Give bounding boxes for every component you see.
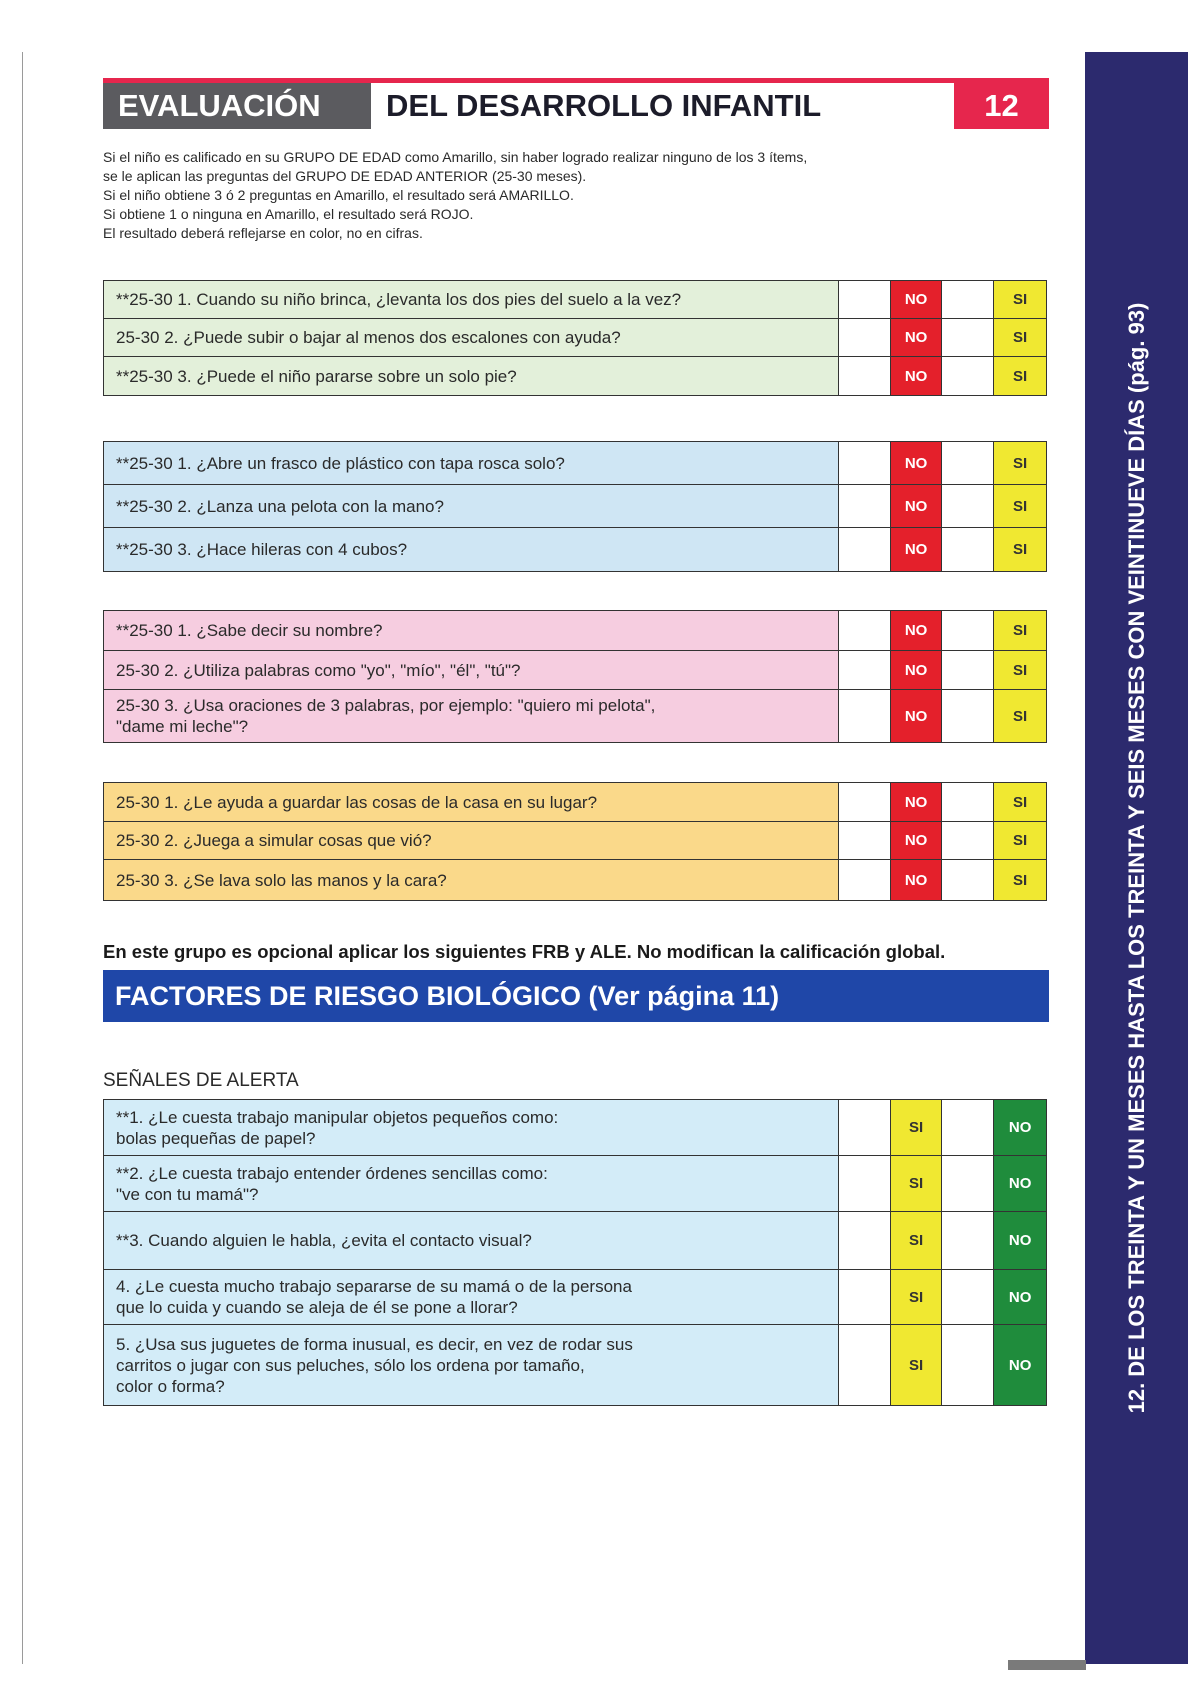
no-answer-cell[interactable]: NO [994, 1100, 1046, 1155]
blank-answer-cell[interactable] [839, 611, 891, 650]
page-header [103, 78, 1049, 129]
no-answer-cell[interactable]: NO [891, 690, 943, 742]
table-row [104, 783, 1046, 822]
blank-answer-cell[interactable] [942, 485, 994, 527]
blank-answer-cell[interactable] [942, 690, 994, 742]
question-cell: **25-30 3. ¿Hace hileras con 4 cubos? [104, 528, 839, 571]
no-answer-cell[interactable]: NO [891, 357, 943, 395]
no-answer-cell[interactable]: NO [994, 1325, 1046, 1405]
question-table-fine-motor [103, 441, 1047, 572]
blank-answer-cell[interactable] [839, 1212, 891, 1269]
no-answer-cell[interactable]: NO [891, 528, 943, 571]
question-cell: 5. ¿Usa sus juguetes de forma inusual, es decir, en vez de rodar sus carritos o jugar con sus peluches, sólo los ordena por tamaño, color o forma? [104, 1325, 839, 1405]
no-answer-cell[interactable]: NO [891, 281, 943, 318]
si-answer-cell[interactable]: SI [994, 528, 1046, 571]
question-cell: 25-30 3. ¿Se lava solo las manos y la cara? [104, 860, 839, 900]
table-row [104, 1100, 1046, 1156]
si-answer-cell[interactable]: SI [994, 651, 1046, 689]
question-table-gross-motor [103, 280, 1047, 396]
instructions-paragraph [103, 148, 1049, 243]
header-title-evaluacion: EVALUACIÓN [103, 83, 371, 129]
table-row [104, 690, 1046, 742]
si-answer-cell[interactable]: SI [994, 281, 1046, 318]
table-row [104, 1212, 1046, 1270]
blank-answer-cell[interactable] [942, 611, 994, 650]
blank-answer-cell[interactable] [839, 319, 891, 356]
blank-answer-cell[interactable] [839, 528, 891, 571]
table-row [104, 611, 1046, 651]
blank-answer-cell[interactable] [942, 783, 994, 821]
question-cell: 25-30 1. ¿Le ayuda a guardar las cosas de la casa en su lugar? [104, 783, 839, 821]
blank-answer-cell[interactable] [839, 651, 891, 689]
table-row [104, 528, 1046, 571]
question-cell: 25-30 2. ¿Puede subir o bajar al menos dos escalones con ayuda? [104, 319, 839, 356]
question-table-social [103, 782, 1047, 901]
blank-answer-cell[interactable] [839, 485, 891, 527]
question-cell: **2. ¿Le cuesta trabajo entender órdenes sencillas como: "ve con tu mamá"? [104, 1156, 839, 1211]
si-answer-cell[interactable]: SI [994, 357, 1046, 395]
table-row [104, 822, 1046, 860]
blank-answer-cell[interactable] [839, 442, 891, 484]
table-row [104, 1156, 1046, 1212]
si-answer-cell[interactable]: SI [891, 1100, 943, 1155]
blank-answer-cell[interactable] [839, 783, 891, 821]
question-cell: **25-30 1. Cuando su niño brinca, ¿levanta los dos pies del suelo a la vez? [104, 281, 839, 318]
page-corner-tab [1008, 1660, 1086, 1670]
blank-answer-cell[interactable] [942, 442, 994, 484]
blank-answer-cell[interactable] [839, 1325, 891, 1405]
blank-answer-cell[interactable] [942, 651, 994, 689]
no-answer-cell[interactable]: NO [891, 611, 943, 650]
blank-answer-cell[interactable] [839, 860, 891, 900]
question-cell: **25-30 2. ¿Lanza una pelota con la mano? [104, 485, 839, 527]
frb-section-banner: FACTORES DE RIESGO BIOLÓGICO (Ver página 11) [103, 970, 1049, 1022]
header-title-desarrollo: DEL DESARROLLO INFANTIL [386, 88, 822, 123]
blank-answer-cell[interactable] [839, 1270, 891, 1324]
no-answer-cell[interactable]: NO [891, 783, 943, 821]
alert-section-title: SEÑALES DE ALERTA [103, 1070, 299, 1091]
instruction-line: El resultado deberá reflejarse en color, no en cifras. [103, 225, 423, 241]
no-answer-cell[interactable]: NO [994, 1270, 1046, 1324]
question-cell: 25-30 3. ¿Usa oraciones de 3 palabras, por ejemplo: "quiero mi pelota", "dame mi leche"? [104, 690, 839, 742]
no-answer-cell[interactable]: NO [891, 860, 943, 900]
question-cell: 25-30 2. ¿Juega a simular cosas que vió? [104, 822, 839, 859]
table-row [104, 860, 1046, 900]
si-answer-cell[interactable]: SI [994, 319, 1046, 356]
instruction-line: se le aplican las preguntas del GRUPO DE EDAD ANTERIOR (25-30 meses). [103, 168, 587, 184]
question-cell: **25-30 1. ¿Abre un frasco de plástico con tapa rosca solo? [104, 442, 839, 484]
alert-signs-table [103, 1099, 1047, 1406]
blank-answer-cell[interactable] [942, 1325, 994, 1405]
blank-answer-cell[interactable] [839, 357, 891, 395]
table-row [104, 1325, 1046, 1405]
no-answer-cell[interactable]: NO [891, 319, 943, 356]
left-margin-rule [22, 52, 23, 1664]
blank-answer-cell[interactable] [942, 319, 994, 356]
si-answer-cell[interactable]: SI [891, 1270, 943, 1324]
blank-answer-cell[interactable] [839, 1100, 891, 1155]
blank-answer-cell[interactable] [942, 860, 994, 900]
blank-answer-cell[interactable] [942, 1212, 994, 1269]
si-answer-cell[interactable]: SI [994, 822, 1046, 859]
optional-note: En este grupo es opcional aplicar los siguientes FRB y ALE. No modifican la calificación global. [103, 941, 946, 962]
age-group-label: 12. DE LOS TREINTA Y UN MESES HASTA LOS TREINTA Y SEIS MESES CON VEINTINUEVE DÍAS (pág. 93) [1123, 302, 1149, 1414]
blank-answer-cell[interactable] [942, 357, 994, 395]
si-answer-cell[interactable]: SI [891, 1212, 943, 1269]
si-answer-cell[interactable]: SI [994, 690, 1046, 742]
si-answer-cell[interactable]: SI [994, 860, 1046, 900]
si-answer-cell[interactable]: SI [994, 442, 1046, 484]
table-row [104, 442, 1046, 485]
table-row [104, 319, 1046, 357]
page-number-badge: 12 [954, 83, 1049, 129]
blank-answer-cell[interactable] [942, 1270, 994, 1324]
blank-answer-cell[interactable] [942, 822, 994, 859]
blank-answer-cell[interactable] [839, 690, 891, 742]
blank-answer-cell[interactable] [942, 1100, 994, 1155]
si-answer-cell[interactable]: SI [891, 1325, 943, 1405]
table-row [104, 1270, 1046, 1325]
instruction-line: Si obtiene 1 o ninguna en Amarillo, el resultado será ROJO. [103, 206, 474, 222]
question-table-language [103, 610, 1047, 743]
blank-answer-cell[interactable] [942, 281, 994, 318]
blank-answer-cell[interactable] [942, 528, 994, 571]
no-answer-cell[interactable]: NO [994, 1156, 1046, 1211]
no-answer-cell[interactable]: NO [891, 822, 943, 859]
si-answer-cell[interactable]: SI [994, 485, 1046, 527]
blank-answer-cell[interactable] [942, 1156, 994, 1211]
no-answer-cell[interactable]: NO [891, 651, 943, 689]
si-answer-cell[interactable]: SI [891, 1156, 943, 1211]
table-row [104, 485, 1046, 528]
question-cell: **3. Cuando alguien le habla, ¿evita el contacto visual? [104, 1212, 839, 1269]
si-answer-cell[interactable]: SI [994, 611, 1046, 650]
no-answer-cell[interactable]: NO [994, 1212, 1046, 1269]
blank-answer-cell[interactable] [839, 281, 891, 318]
blank-answer-cell[interactable] [839, 1156, 891, 1211]
no-answer-cell[interactable]: NO [891, 485, 943, 527]
age-group-side-band [1085, 52, 1188, 1664]
table-row [104, 281, 1046, 319]
instruction-line: Si el niño es calificado en su GRUPO DE EDAD como Amarillo, sin haber logrado realizar ninguno de los 3 ítems, [103, 149, 808, 165]
no-answer-cell[interactable]: NO [891, 442, 943, 484]
instruction-line: Si el niño obtiene 3 ó 2 preguntas en Amarillo, el resultado será AMARILLO. [103, 187, 574, 203]
question-cell: 4. ¿Le cuesta mucho trabajo separarse de su mamá o de la persona que lo cuida y cuando se aleja de él se pone a llorar? [104, 1270, 839, 1324]
si-answer-cell[interactable]: SI [994, 783, 1046, 821]
question-cell: **25-30 1. ¿Sabe decir su nombre? [104, 611, 839, 650]
question-cell: **1. ¿Le cuesta trabajo manipular objetos pequeños como: bolas pequeñas de papel? [104, 1100, 839, 1155]
table-row [104, 651, 1046, 690]
blank-answer-cell[interactable] [839, 822, 891, 859]
table-row [104, 357, 1046, 395]
question-cell: **25-30 3. ¿Puede el niño pararse sobre un solo pie? [104, 357, 839, 395]
question-cell: 25-30 2. ¿Utiliza palabras como "yo", "mío", "él", "tú"? [104, 651, 839, 689]
